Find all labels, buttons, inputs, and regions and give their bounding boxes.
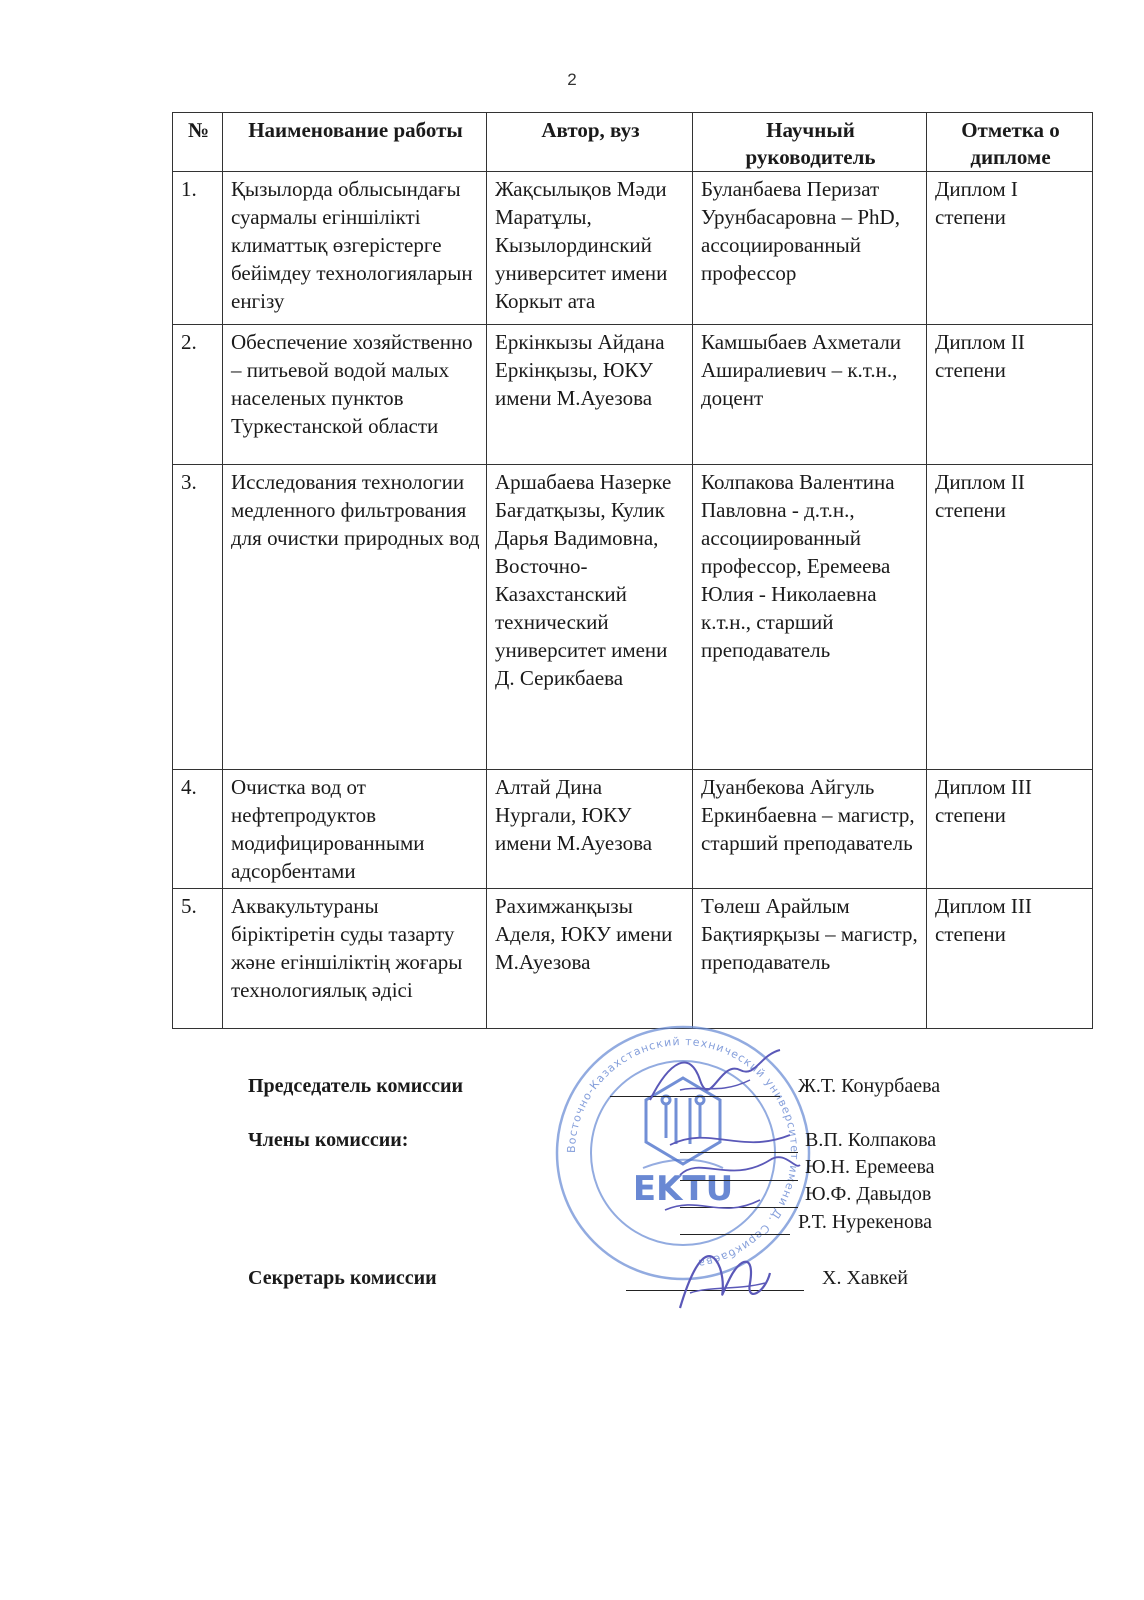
stamp-ring-text: Восточно-Казахстанский технический университет имени Д. Серикбаева bbox=[564, 1034, 802, 1271]
cell-title: Қызылорда облысындағы суармалы егіншілікті климаттық өзгерістерге бейімдеу технологияларын енгізу bbox=[223, 172, 487, 325]
chair-signature-icon bbox=[640, 1040, 790, 1120]
cell-author: Еркінкызы Айдана Еркінқызы, ЮКУ имени М.Ауезова bbox=[487, 325, 693, 465]
secretary-name: Х. Хавкей bbox=[822, 1267, 909, 1289]
members-label: Члены комиссии: bbox=[248, 1129, 409, 1151]
header-number: № bbox=[173, 113, 223, 172]
cell-supervisor: Камшыбаев Ахметали Аширалиевич – к.т.н., доцент bbox=[693, 325, 927, 465]
table-row bbox=[173, 325, 1093, 465]
chair-name: Ж.Т. Конурбаева bbox=[798, 1075, 941, 1097]
cell-author: Рахимжанқызы Аделя, ЮКУ имени М.Ауезова bbox=[487, 889, 693, 1029]
cell-diploma: Диплом I степени bbox=[927, 172, 1093, 325]
secretary-signature-icon bbox=[670, 1238, 780, 1318]
table-row bbox=[173, 889, 1093, 1029]
member-name: Ю.Ф. Давыдов bbox=[805, 1183, 932, 1205]
header-title: Наименование работы bbox=[223, 113, 487, 172]
cell-title: Исследования технологии медленного фильтрования для очистки природных вод bbox=[223, 465, 487, 770]
table-row bbox=[173, 770, 1093, 889]
cell-number: 4. bbox=[173, 770, 223, 889]
member-name: Ю.Н. Еремеева bbox=[805, 1156, 935, 1178]
member-name: В.П. Колпакова bbox=[805, 1129, 937, 1151]
members-signatures-icon bbox=[650, 1115, 810, 1245]
page-number: 2 bbox=[567, 70, 577, 89]
cell-title: Очистка вод от нефтепродуктов модифицированными адсорбентами bbox=[223, 770, 487, 889]
cell-diploma: Диплом III степени bbox=[927, 889, 1093, 1029]
cell-diploma: Диплом II степени bbox=[927, 465, 1093, 770]
secretary-label: Секретарь комиссии bbox=[248, 1267, 437, 1289]
cell-supervisor: Дуанбекова Айгуль Еркинбаевна – магистр, старший преподаватель bbox=[693, 770, 927, 889]
table-row bbox=[173, 172, 1093, 325]
cell-number: 5. bbox=[173, 889, 223, 1029]
table-header-row bbox=[173, 113, 1093, 172]
table-row bbox=[173, 465, 1093, 770]
cell-number: 1. bbox=[173, 172, 223, 325]
cell-supervisor: Колпакова Валентина Павловна - д.т.н., ассоциированный профессор, Еремеева Юлия - Николаевна к.т.н., старший преподаватель bbox=[693, 465, 927, 770]
cell-supervisor: Буланбаева Перизат Урунбасаровна – PhD, ассоциированный профессор bbox=[693, 172, 927, 325]
cell-diploma: Диплом II степени bbox=[927, 325, 1093, 465]
chair-label: Председатель комиссии bbox=[248, 1075, 464, 1097]
cell-author: Аршабаева Назерке Бағдатқызы, Кулик Дарья Вадимовна, Восточно-Казахстанский технический университет имени Д. Серикбаева bbox=[487, 465, 693, 770]
cell-title: Аквакультураны біріктіретін суды тазарту және егіншіліктің жоғары технологиялық әдісі bbox=[223, 889, 487, 1029]
cell-diploma: Диплом III степени bbox=[927, 770, 1093, 889]
cell-supervisor: Төлеш Арайлым Бақтиярқызы – магистр, преподаватель bbox=[693, 889, 927, 1029]
cell-author: Жақсылықов Мәди Маратұлы, Кызылординский университет имени Коркыт ата bbox=[487, 172, 693, 325]
stamp-logo-text: EKTU bbox=[632, 1169, 734, 1209]
cell-author: Алтай Дина Нургали, ЮКУ имени М.Ауезова bbox=[487, 770, 693, 889]
cell-title: Обеспечение хозяйственно – питьевой водой малых населеных пунктов Туркестанской области bbox=[223, 325, 487, 465]
awards-table bbox=[172, 112, 1093, 1029]
header-diploma: Отметка о дипломе bbox=[927, 113, 1093, 172]
header-author: Автор, вуз bbox=[487, 113, 693, 172]
cell-number: 2. bbox=[173, 325, 223, 465]
member-name: Р.Т. Нурекенова bbox=[798, 1211, 933, 1233]
header-supervisor: Научный руководитель bbox=[693, 113, 927, 172]
cell-number: 3. bbox=[173, 465, 223, 770]
